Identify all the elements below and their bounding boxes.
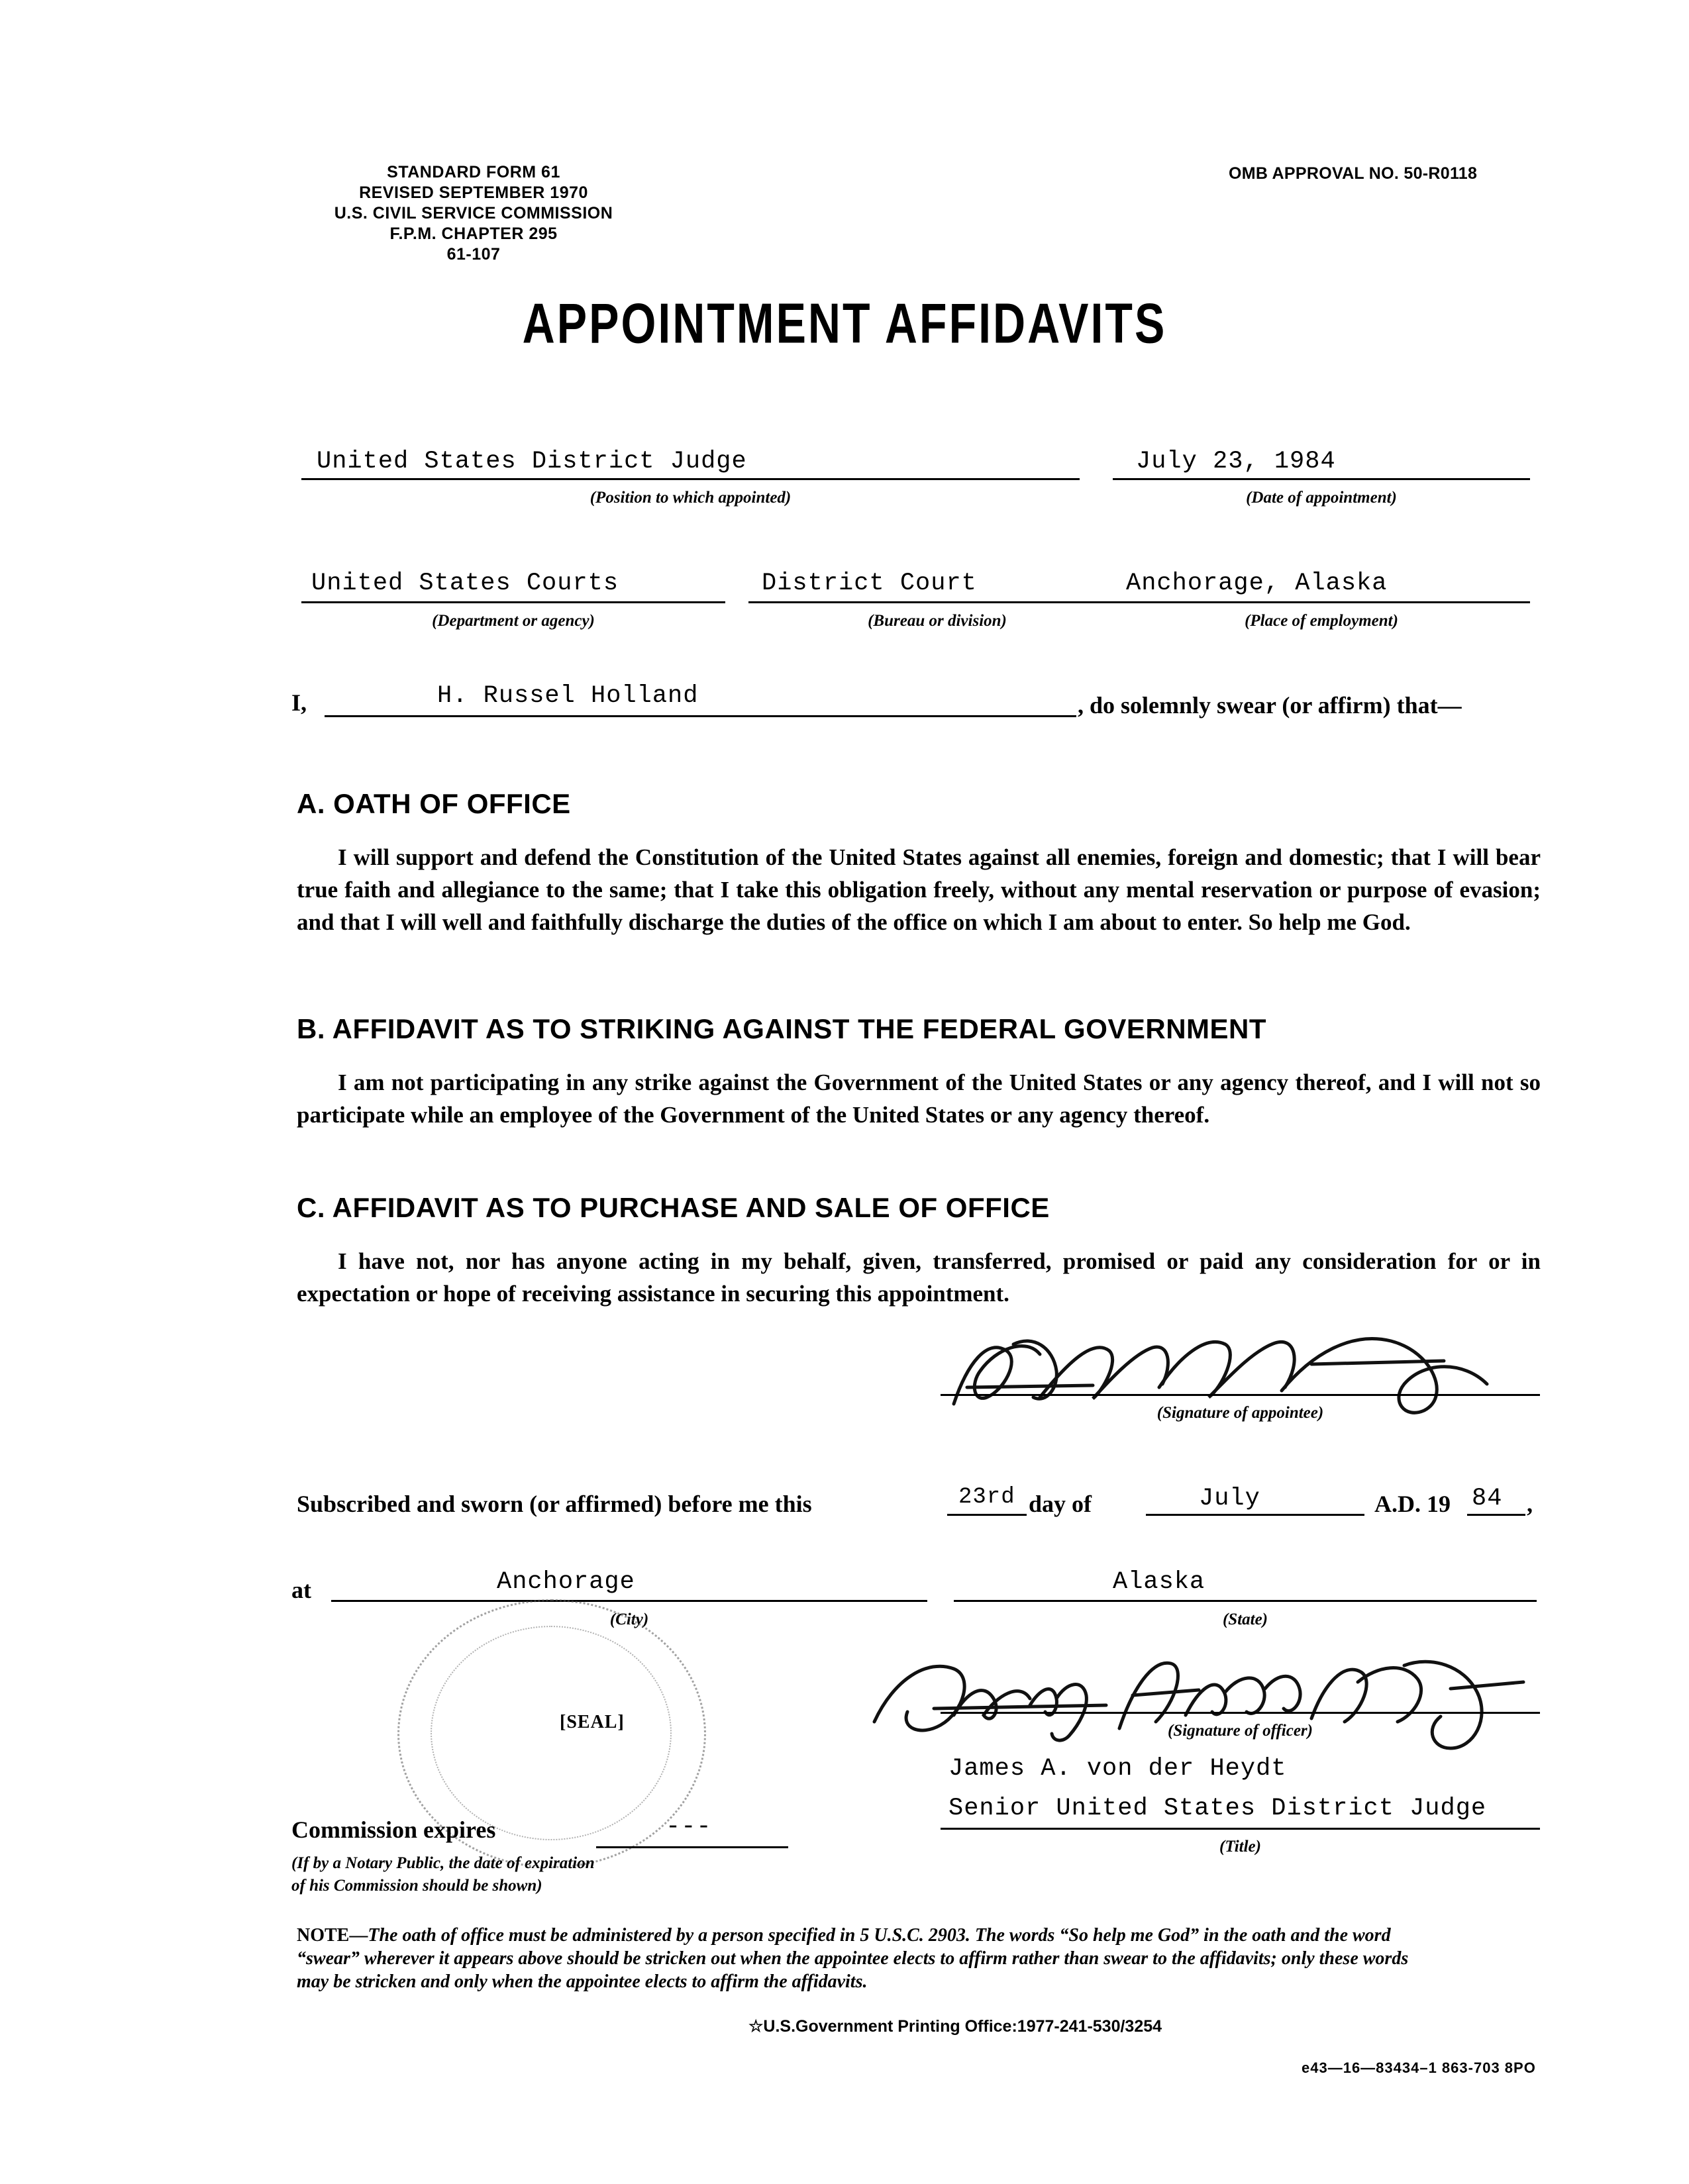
i-label: I,: [291, 689, 307, 716]
form-id-line-5: 61-107: [446, 245, 501, 264]
department-value: United States Courts: [311, 570, 619, 597]
form-id-line-1: STANDARD FORM 61: [387, 163, 560, 181]
date-of-appointment-value: July 23, 1984: [1136, 448, 1336, 475]
section-b-body-text: I am not participating in any strike against the Government of the United States or any agency thereof, and I will not so participate while an employee of the Government of the United States or any agency thereof.: [297, 1069, 1541, 1128]
department-rule: [301, 601, 725, 603]
appointee-name-rule: [325, 715, 1076, 717]
place-rule: [1113, 601, 1530, 603]
form-id-line-3: U.S. CIVIL SERVICE COMMISSION: [334, 204, 613, 223]
commission-note-line-1: (If by a Notary Public, the date of expiration: [291, 1854, 595, 1872]
commission-expires-value: ---: [666, 1813, 712, 1841]
officer-title-value: Senior United States District Judge: [948, 1795, 1487, 1822]
appointee-signature-rule: [941, 1394, 1540, 1396]
jurat-trailing-comma: ,: [1527, 1491, 1533, 1517]
section-c-body-text: I have not, nor has anyone acting in my behalf, given, transferred, promised or paid any consideration for or in expectation or hope of receiving assistance in securing this appointment.: [297, 1248, 1541, 1307]
section-a-heading: A. OATH OF OFFICE: [297, 788, 571, 819]
notary-seal-inner-ring: [431, 1626, 672, 1840]
jurat-ad-label: A.D. 19: [1374, 1491, 1451, 1517]
section-a-body: [297, 841, 1541, 938]
footer-note-prefix: NOTE—: [297, 1925, 368, 1946]
commission-expires-label: Commission expires: [291, 1816, 496, 1843]
appointee-name-value: H. Russel Holland: [437, 682, 699, 710]
bureau-value: District Court: [762, 570, 977, 597]
state-caption: (State): [1222, 1611, 1268, 1628]
state-value: Alaska: [1113, 1568, 1205, 1596]
section-b-body: [297, 1066, 1541, 1131]
at-label: at: [291, 1577, 311, 1603]
seal-label: [SEAL]: [560, 1712, 625, 1732]
officer-signature-rule: [941, 1712, 1540, 1714]
officer-signature-mark: [854, 1642, 1537, 1762]
city-value: Anchorage: [497, 1568, 635, 1596]
jurat-year-value: 84: [1472, 1485, 1503, 1513]
section-b-heading: B. AFFIDAVIT AS TO STRIKING AGAINST THE FEDERAL GOVERNMENT: [297, 1013, 1267, 1044]
appointee-signature-mark: [941, 1324, 1510, 1417]
gpo-imprint: ☆U.S.Government Printing Office:1977-241-530/3254: [748, 2017, 1162, 2036]
officer-name-value: James A. von der Heydt: [948, 1755, 1287, 1783]
jurat-day-of-label: day of: [1029, 1491, 1092, 1517]
date-caption: (Date of appointment): [1246, 489, 1397, 507]
form-identification-block: [301, 162, 646, 265]
footer-codes: e43—16—83434–1 863-703 8PO: [1302, 2060, 1536, 2076]
department-caption: (Department or agency): [432, 612, 595, 630]
omb-approval-number: OMB APPROVAL NO. 50-R0118: [1229, 164, 1478, 183]
bureau-caption: (Bureau or division): [868, 612, 1007, 630]
commission-expires-rule: [596, 1846, 788, 1848]
city-caption: (City): [609, 1611, 649, 1628]
officer-signature-caption: (Signature of officer): [1168, 1722, 1313, 1740]
date-rule: [1113, 478, 1530, 480]
position-caption: (Position to which appointed): [589, 489, 792, 507]
form-id-line-2: REVISED SEPTEMBER 1970: [359, 183, 588, 202]
solemnly-swear-text: , do solemnly swear (or affirm) that—: [1078, 692, 1462, 719]
place-value: Anchorage, Alaska: [1126, 570, 1388, 597]
footer-note: [297, 1924, 1409, 1993]
position-rule: [301, 478, 1080, 480]
jurat-day-rule: [947, 1514, 1027, 1516]
position-value: United States District Judge: [317, 448, 747, 475]
section-c-heading: C. AFFIDAVIT AS TO PURCHASE AND SALE OF OFFICE: [297, 1192, 1050, 1223]
form-id-line-4: F.P.M. CHAPTER 295: [389, 224, 558, 243]
page-title: APPOINTMENT AFFIDAVITS: [522, 292, 1167, 356]
officer-title-rule: [941, 1828, 1540, 1830]
jurat-lead-text: Subscribed and sworn (or affirmed) before me this: [297, 1491, 812, 1517]
jurat-month-value: July: [1199, 1485, 1260, 1513]
footer-note-text: The oath of office must be administered by a person specified in 5 U.S.C. 2903. The words “So help me God” in the oath and the word “swear” wherever it appears above should be stricken out when the appointee elects to affirm rather than swear to the affidavits; only these words may be stricken and only when the appointee elects to affirm the affidavits.: [297, 1925, 1409, 1992]
commission-note-line-2: of his Commission should be shown): [291, 1877, 542, 1895]
jurat-day-value: 23rd: [958, 1485, 1015, 1510]
section-a-body-text: I will support and defend the Constitution of the United States against all enemies, foreign and domestic; that I will bear true faith and allegiance to the same; that I take this obligation freely, without any mental reservation or purpose of evasion; and that I will well and faithfully discharge the duties of the office on which I am about to enter. So help me God.: [297, 844, 1541, 935]
place-caption: (Place of employment): [1245, 612, 1398, 630]
state-rule: [954, 1600, 1537, 1602]
officer-title-caption: (Title): [1219, 1838, 1261, 1856]
city-rule: [331, 1600, 927, 1602]
section-c-body: [297, 1245, 1541, 1310]
bureau-rule: [748, 601, 1126, 603]
jurat-year-rule: [1467, 1514, 1525, 1516]
jurat-month-rule: [1146, 1514, 1364, 1516]
appointee-signature-caption: (Signature of appointee): [1156, 1404, 1324, 1422]
